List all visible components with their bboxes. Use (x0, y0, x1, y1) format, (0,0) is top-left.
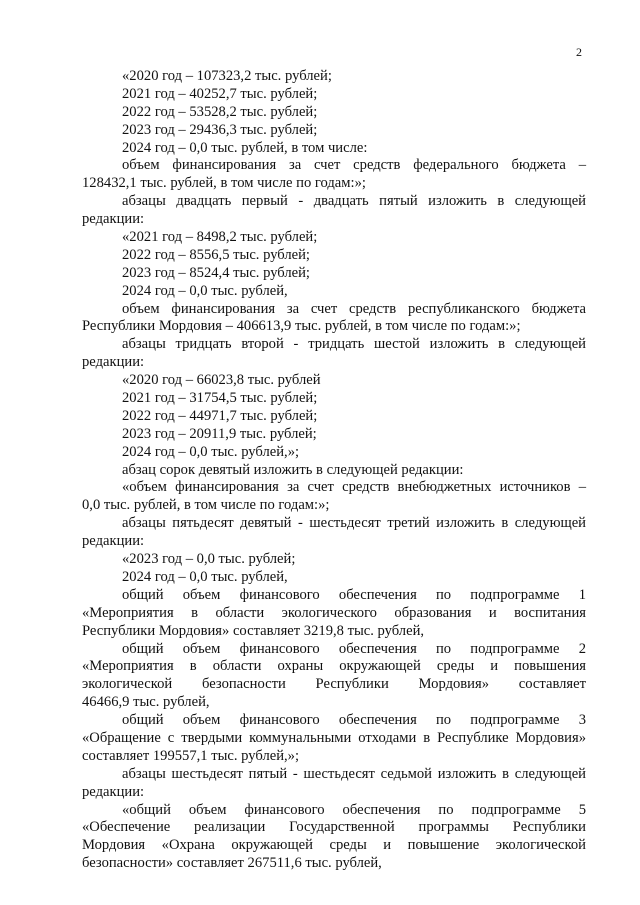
text-line: редакции: (82, 783, 145, 800)
text-line: «Обращение с твердыми коммунальными отходами в Республике Мордовия» (82, 729, 586, 746)
text-line: Республики Мордовия – 406613,9 тыс. рублей, в том числе по годам:»; (82, 318, 521, 335)
text-line: абзацы пятьдесят девятый - шестьдесят третий изложить в следующей (122, 515, 586, 532)
text-line: 128432,1 тыс. рублей, в том числе по годам:»; (82, 175, 366, 192)
text-line: 2024 год – 0,0 тыс. рублей, в том числе: (122, 139, 368, 156)
text-line: 2022 год – 8556,5 тыс. рублей; (122, 246, 310, 263)
text-line: редакции: (82, 211, 145, 228)
text-line: объем финансирования за счет средств федерального бюджета – (122, 157, 586, 174)
text-line: безопасности» составляет 267511,6 тыс. рублей, (82, 855, 382, 872)
text-line: 2024 год – 0,0 тыс. рублей, (122, 568, 288, 585)
text-line: «2023 год – 0,0 тыс. рублей; (122, 551, 296, 568)
text-line: абзацы тридцать второй - тридцать шестой изложить в следующей (122, 336, 586, 353)
text-line: общий объем финансового обеспечения по подпрограмме 1 (122, 586, 586, 603)
text-line: объем финансирования за счет средств республиканского бюджета (122, 300, 586, 317)
text-line: 2021 год – 40252,7 тыс. рублей; (122, 85, 318, 102)
text-line: экологической безопасности Республики Мордовия» составляет (82, 676, 586, 693)
text-line: «2020 год – 107323,2 тыс. рублей; (122, 68, 332, 84)
text-line: редакции: (82, 533, 145, 550)
text-line: общий объем финансового обеспечения по подпрограмме 3 (122, 712, 586, 729)
text-line: Мордовия «Охрана окружающей среды и повышение экологической (82, 837, 586, 854)
document-body (82, 68, 586, 873)
text-line: абзацы шестьдесят пятый - шестьдесят седьмой изложить в следующей (122, 765, 586, 782)
text-line: 2024 год – 0,0 тыс. рублей,»; (122, 443, 300, 460)
text-line: «Мероприятия в области экологического образования и воспитания (82, 604, 586, 621)
text-line: 46466,9 тыс. рублей, (82, 694, 210, 711)
text-line: редакции: (82, 354, 145, 371)
text-line: 2023 год – 20911,9 тыс. рублей; (122, 425, 317, 442)
text-line: 0,0 тыс. рублей, в том числе по годам:»; (82, 497, 330, 514)
text-line: 2023 год – 29436,3 тыс. рублей; (122, 121, 318, 138)
page-number: 2 (576, 45, 582, 59)
text-line: «2020 год – 66023,8 тыс. рублей (122, 372, 321, 389)
text-line: 2022 год – 44971,7 тыс. рублей; (122, 407, 318, 424)
text-line: составляет 199557,1 тыс. рублей,»; (82, 747, 300, 764)
text-line: абзац сорок девятый изложить в следующей редакции: (122, 461, 464, 478)
text-line: общий объем финансового обеспечения по подпрограмме 2 (122, 640, 586, 657)
text-line: абзацы двадцать первый - двадцать пятый изложить в следующей (122, 193, 586, 210)
text-line: 2023 год – 8524,4 тыс. рублей; (122, 264, 310, 281)
text-line: 2024 год – 0,0 тыс. рублей, (122, 282, 288, 299)
text-line: «2021 год – 8498,2 тыс. рублей; (122, 229, 318, 246)
text-line: «Мероприятия в области охраны окружающей среды и повышения (82, 658, 586, 675)
text-line: «Обеспечение реализации Государственной программы Республики (82, 819, 586, 836)
text-line: 2022 год – 53528,2 тыс. рублей; (122, 103, 318, 120)
text-line: 2021 год – 31754,5 тыс. рублей; (122, 390, 318, 407)
text-line: «общий объем финансового обеспечения по подпрограмме 5 (122, 801, 586, 818)
text-line: Республики Мордовия» составляет 3219,8 тыс. рублей, (82, 622, 425, 639)
text-line: «объем финансирования за счет средств внебюджетных источников – (122, 479, 586, 496)
